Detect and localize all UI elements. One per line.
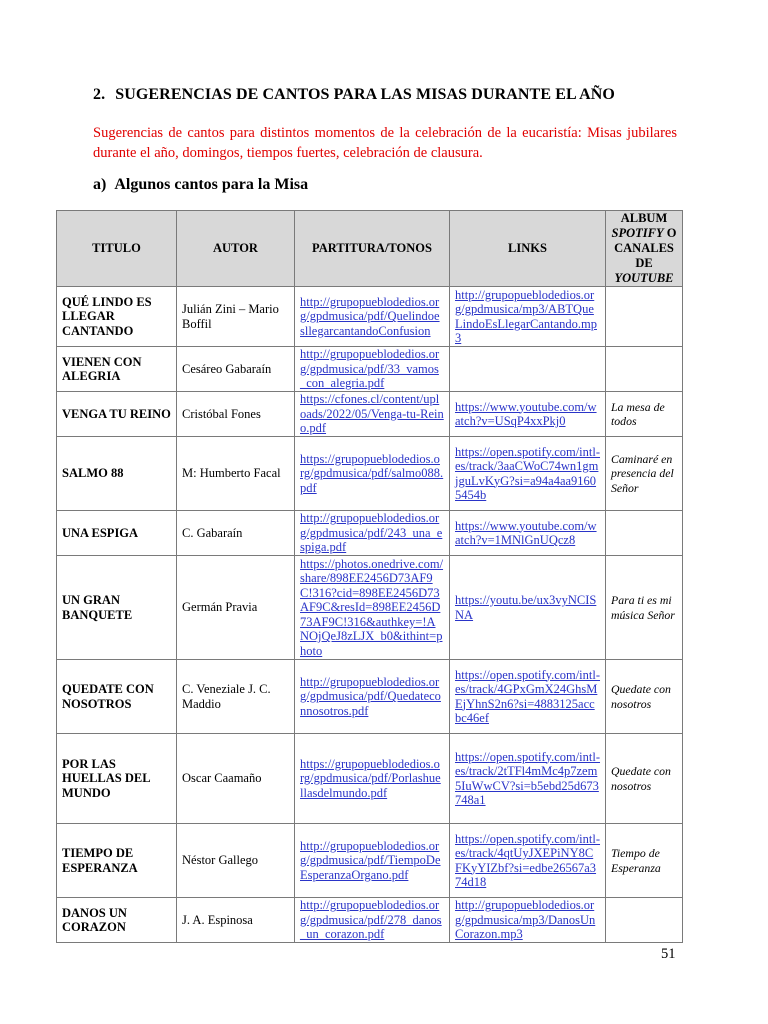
score-link[interactable]: http://grupopueblodedios.org/gpdmusica/pdf/243_una_espiga.pdf <box>295 511 450 556</box>
subsection-letter: a) <box>93 176 107 193</box>
score-link[interactable]: https://photos.onedrive.com/share/898EE2456D73AF9C!316?cid=898EE2456D73AF9C&resId=898EE2456D73AF9C!316&authkey=!ANOjQeJ8zLJX_b0&ithint=photo <box>295 556 450 660</box>
song-author: Julián Zini – Mario Boffil <box>177 287 295 347</box>
table-row <box>57 660 683 734</box>
header-album-youtube: YOUTUBE <box>614 271 674 285</box>
header-partitura: PARTITURA/TONOS <box>295 211 450 287</box>
score-link[interactable]: https://grupopueblodedios.org/gpdmusica/pdf/salmo088.pdf <box>295 437 450 511</box>
song-title: UNA ESPIGA <box>57 511 177 556</box>
media-link[interactable]: https://youtu.be/ux3vyNCISNA <box>450 556 606 660</box>
header-album-line3: CANALES DE <box>614 241 674 270</box>
media-link[interactable]: https://open.spotify.com/intl-es/track/4qtUyJXEPiNY8CFKyYIZbf?si=edbe26567a374d18 <box>450 824 606 898</box>
table-row <box>57 556 683 660</box>
media-link[interactable]: https://www.youtube.com/watch?v=1MNlGnUQcz8 <box>450 511 606 556</box>
media-link[interactable] <box>450 347 606 392</box>
score-link[interactable]: http://grupopueblodedios.org/gpdmusica/pdf/Quedateconnosotros.pdf <box>295 660 450 734</box>
header-album <box>606 211 683 287</box>
song-author: C. Veneziale J. C. Maddio <box>177 660 295 734</box>
song-author: J. A. Espinosa <box>177 898 295 943</box>
subsection-title: Algunos cantos para la Misa <box>114 176 309 193</box>
section-title: SUGERENCIAS DE CANTOS PARA LAS MISAS DURANTE EL AÑO <box>115 86 615 103</box>
table-row <box>57 392 683 437</box>
album-name: Tiempo de Esperanza <box>606 824 683 898</box>
header-autor: AUTOR <box>177 211 295 287</box>
score-link[interactable]: https://cfones.cl/content/uploads/2022/05/Venga-tu-Reino.pdf <box>295 392 450 437</box>
media-link[interactable]: https://open.spotify.com/intl-es/track/2tTFl4mMc4p7zem5IuWwCV?si=b5ebd25d673748a1 <box>450 734 606 824</box>
song-author: Cesáreo Gabaraín <box>177 347 295 392</box>
table-row <box>57 734 683 824</box>
songs-table <box>56 210 683 943</box>
table-row <box>57 511 683 556</box>
album-name: Quedate con nosotros <box>606 734 683 824</box>
score-link[interactable]: http://grupopueblodedios.org/gpdmusica/pdf/33_vamos_con_alegria.pdf <box>295 347 450 392</box>
album-name <box>606 347 683 392</box>
table-row <box>57 437 683 511</box>
album-name: La mesa de todos <box>606 392 683 437</box>
song-title: TIEMPO DE ESPERANZA <box>57 824 177 898</box>
album-name <box>606 287 683 347</box>
album-name: Quedate con nosotros <box>606 660 683 734</box>
page-number: 51 <box>661 946 676 962</box>
album-name <box>606 511 683 556</box>
section-intro: Sugerencias de cantos para distintos momentos de la celebración de la eucaristía: Misas jubilares durante el año, domingos, tiempos fuertes, celebración de clausura. <box>93 125 677 161</box>
score-link[interactable]: https://grupopueblodedios.org/gpdmusica/pdf/Porlashuellasdelmundo.pdf <box>295 734 450 824</box>
song-author: Néstor Gallego <box>177 824 295 898</box>
song-title: QUEDATE CON NOSOTROS <box>57 660 177 734</box>
album-name <box>606 898 683 943</box>
header-album-line1: ALBUM <box>620 211 668 225</box>
section-heading <box>93 86 615 104</box>
table-header-row <box>57 211 683 287</box>
score-link[interactable]: http://grupopueblodedios.org/gpdmusica/pdf/TiempoDeEsperanzaOrgano.pdf <box>295 824 450 898</box>
song-title: VIENEN CON ALEGRIA <box>57 347 177 392</box>
header-links: LINKS <box>450 211 606 287</box>
media-link[interactable]: http://grupopueblodedios.org/gpdmusica/mp3/ABTQueLindoEsLlegarCantando.mp3 <box>450 287 606 347</box>
song-title: POR LAS HUELLAS DEL MUNDO <box>57 734 177 824</box>
media-link[interactable]: https://open.spotify.com/intl-es/track/4GPxGmX24GhsMEjYhnS2n6?si=4883125accbc46ef <box>450 660 606 734</box>
song-title: SALMO 88 <box>57 437 177 511</box>
table-row <box>57 824 683 898</box>
media-link[interactable]: https://open.spotify.com/intl-es/track/3aaCWoC74wn1gmjguLvKyG?si=a94a4aa91605454b <box>450 437 606 511</box>
song-author: M: Humberto Facal <box>177 437 295 511</box>
subsection-heading <box>93 176 308 194</box>
song-title: QUÉ LINDO ES LLEGAR CANTANDO <box>57 287 177 347</box>
score-link[interactable]: http://grupopueblodedios.org/gpdmusica/pdf/278_danos_un_corazon.pdf <box>295 898 450 943</box>
song-title: VENGA TU REINO <box>57 392 177 437</box>
song-author: Oscar Caamaño <box>177 734 295 824</box>
header-album-o: O <box>663 226 677 240</box>
song-title: UN GRAN BANQUETE <box>57 556 177 660</box>
media-link[interactable]: https://www.youtube.com/watch?v=USqP4xxPkj0 <box>450 392 606 437</box>
media-link[interactable]: http://grupopueblodedios.org/gpdmusica/mp3/DanosUnCorazon.mp3 <box>450 898 606 943</box>
song-author: Germán Pravia <box>177 556 295 660</box>
song-title: DANOS UN CORAZON <box>57 898 177 943</box>
song-author: Cristóbal Fones <box>177 392 295 437</box>
album-name: Caminaré en presencia del Señor <box>606 437 683 511</box>
table-row <box>57 347 683 392</box>
score-link[interactable]: http://grupopueblodedios.org/gpdmusica/pdf/QuelindoesllegarcantandoConfusion <box>295 287 450 347</box>
header-titulo: TITULO <box>57 211 177 287</box>
table-row <box>57 898 683 943</box>
header-album-spotify: SPOTIFY <box>611 226 664 240</box>
table-row <box>57 287 683 347</box>
song-author: C. Gabaraín <box>177 511 295 556</box>
album-name: Para ti es mi música Señor <box>606 556 683 660</box>
section-number: 2. <box>93 86 106 103</box>
